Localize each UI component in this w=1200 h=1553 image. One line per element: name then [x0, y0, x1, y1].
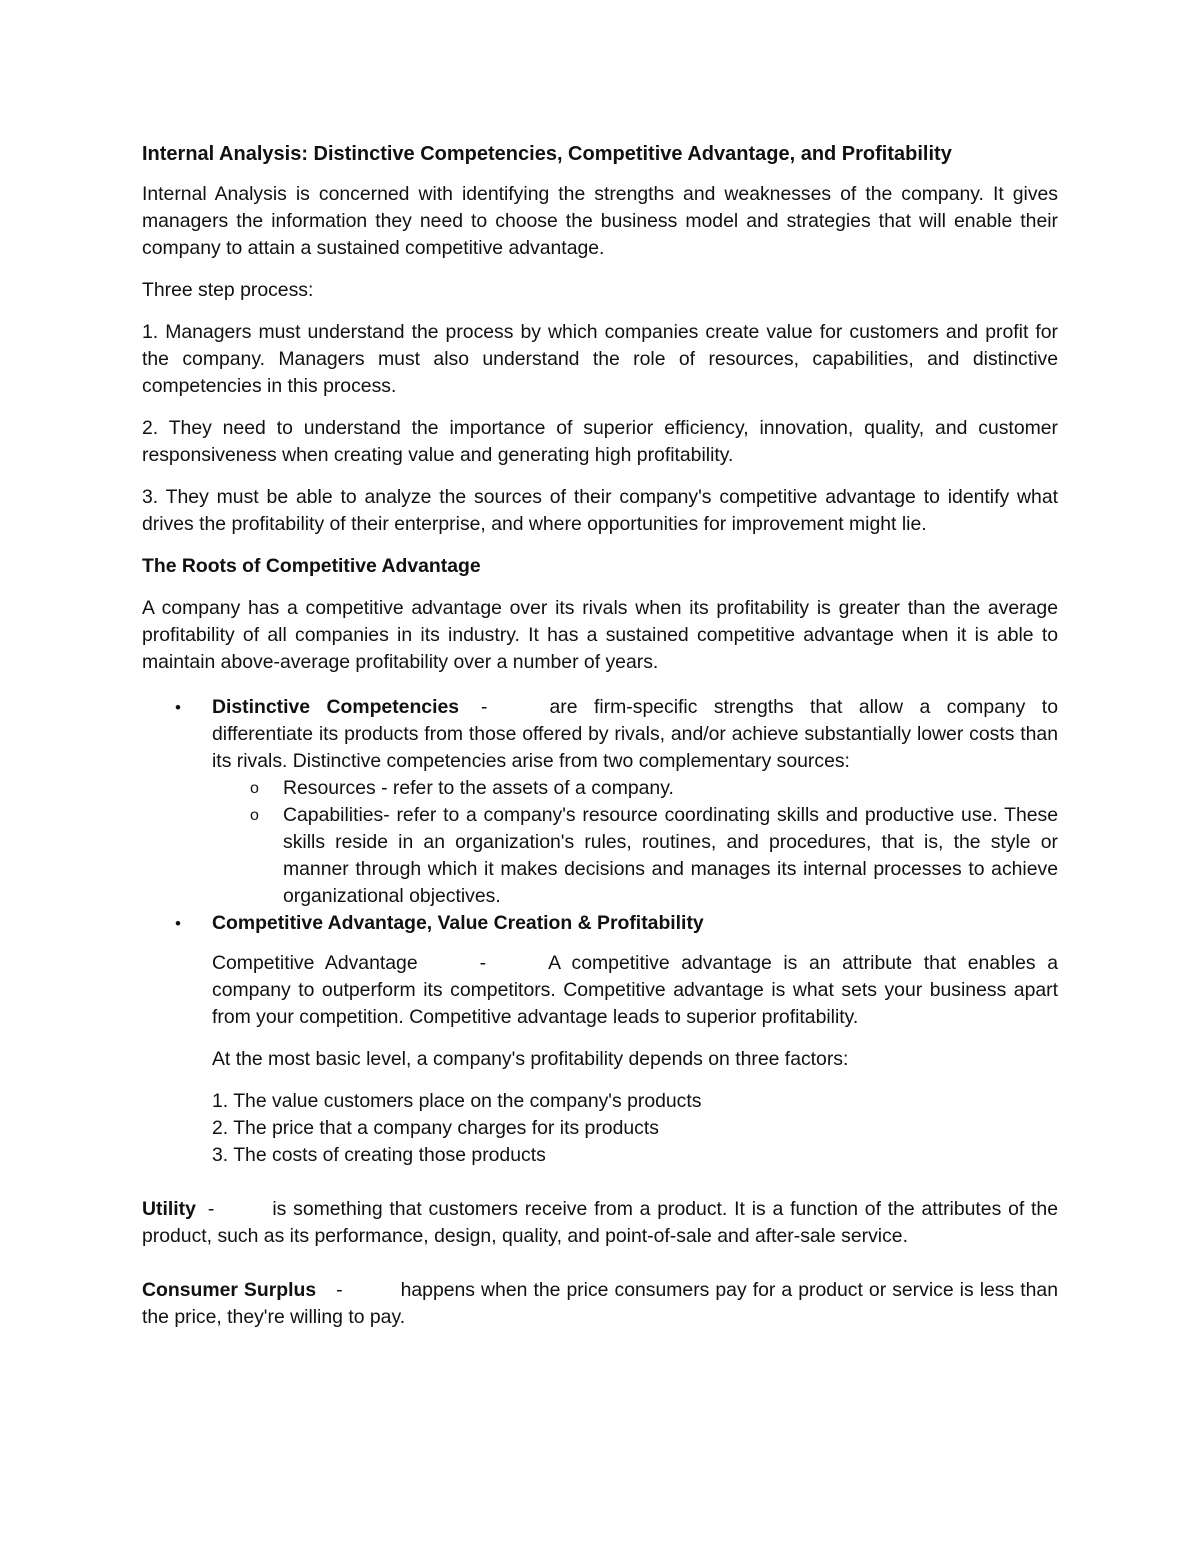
sub-list: [142, 775, 1058, 910]
factors-list: [212, 1088, 1058, 1169]
document-title: Internal Analysis: Distinctive Competencies, Competitive Advantage, and Profitability: [142, 143, 952, 165]
utility-dash: -: [207, 1198, 215, 1220]
roots-paragraph: A company has a competitive advantage over its rivals when its profitability is greater than the average profitability of all companies in its industry. It has a sustained competitive advantage when it is able to maintain above-average profitability over a number of years.: [142, 597, 1058, 673]
surplus-text: happens when the price consumers pay for a product or service is less than the price, they're willing to pay.: [142, 1279, 1058, 1328]
steps-label: Three step process:: [142, 279, 314, 301]
ca-label: Competitive Advantage: [212, 952, 418, 974]
bullet-icon: •: [175, 914, 181, 933]
surplus-dash: -: [336, 1279, 343, 1301]
bullet-competitive-advantage: [142, 910, 1058, 937]
utility-text: is something that customers receive from a product. It is a function of the attributes of the product, such as its performance, design, quality, and point-of-sale and after-sale service.: [142, 1198, 1058, 1247]
resources-text: Resources - refer to the assets of a company.: [283, 777, 674, 799]
step-3: 3. They must be able to analyze the sources of their company's competitive advantage to identify what drives the profitability of their enterprise, and where opportunities for improvement might lie.: [142, 486, 1058, 535]
distinctive-competencies-text: are firm-specific strengths that allow a company to differentiate its products from those offered by rivals, and/or achieve substantially lower costs than its rivals. Distinctive competencies arise from two complementary sources:: [212, 696, 1058, 772]
bullet-distinctive-competencies: [142, 694, 1058, 910]
term-utility: Utility: [142, 1198, 196, 1220]
ca-text: A competitive advantage is an attribute that enables a company to outperform its competitors. Competitive advantage is what sets your business apart from your competition. Competitive advantage leads to superior profitability.: [212, 952, 1058, 1028]
bullet-icon: •: [175, 698, 181, 717]
consumer-surplus-paragraph: [142, 1277, 1058, 1331]
term-consumer-surplus: Consumer Surplus: [142, 1279, 317, 1301]
circle-bullet-icon: o: [250, 780, 259, 797]
term-competitive-advantage: Competitive Advantage, Value Creation & Profitability: [212, 912, 704, 934]
competitive-advantage-definition: [212, 950, 1058, 1031]
bullet-list: [142, 694, 1058, 937]
factor-item: 1. The value customers place on the company's products: [212, 1090, 702, 1112]
factor-item: 3. The costs of creating those products: [212, 1144, 546, 1166]
step-1: 1. Managers must understand the process by which companies create value for customers and profit for the company. Managers must also understand the role of resources, capabilities, and distinctive competencies in this process.: [142, 321, 1058, 397]
term-dash: -: [481, 696, 488, 718]
intro-paragraph: Internal Analysis is concerned with identifying the strengths and weaknesses of the company. It gives managers the information they need to choose the business model and strategies that will enable their company to attain a sustained competitive advantage.: [142, 183, 1058, 259]
sub-item-capabilities: [142, 802, 1058, 910]
sub-item-resources: [142, 775, 1058, 802]
factor-item: 2. The price that a company charges for its products: [212, 1117, 659, 1139]
step-2: 2. They need to understand the importance of superior efficiency, innovation, quality, and customer responsiveness when creating value and generating high profitability.: [142, 417, 1058, 466]
utility-paragraph: [142, 1196, 1058, 1250]
roots-heading: The Roots of Competitive Advantage: [142, 555, 481, 577]
term-distinctive-competencies: Distinctive Competencies: [212, 696, 460, 718]
circle-bullet-icon: o: [250, 807, 259, 824]
document-page: [142, 140, 1058, 1346]
factors-intro: At the most basic level, a company's profitability depends on three factors:: [212, 1048, 849, 1070]
competitive-advantage-block: [142, 950, 1058, 1169]
capabilities-text: Capabilities- refer to a company's resource coordinating skills and productive use. These skills reside in an organization's rules, routines, and procedures, that is, the style or manner through which it makes decisions and manages its internal processes to achieve organizational objectives.: [283, 804, 1058, 907]
ca-dash: -: [479, 952, 487, 974]
